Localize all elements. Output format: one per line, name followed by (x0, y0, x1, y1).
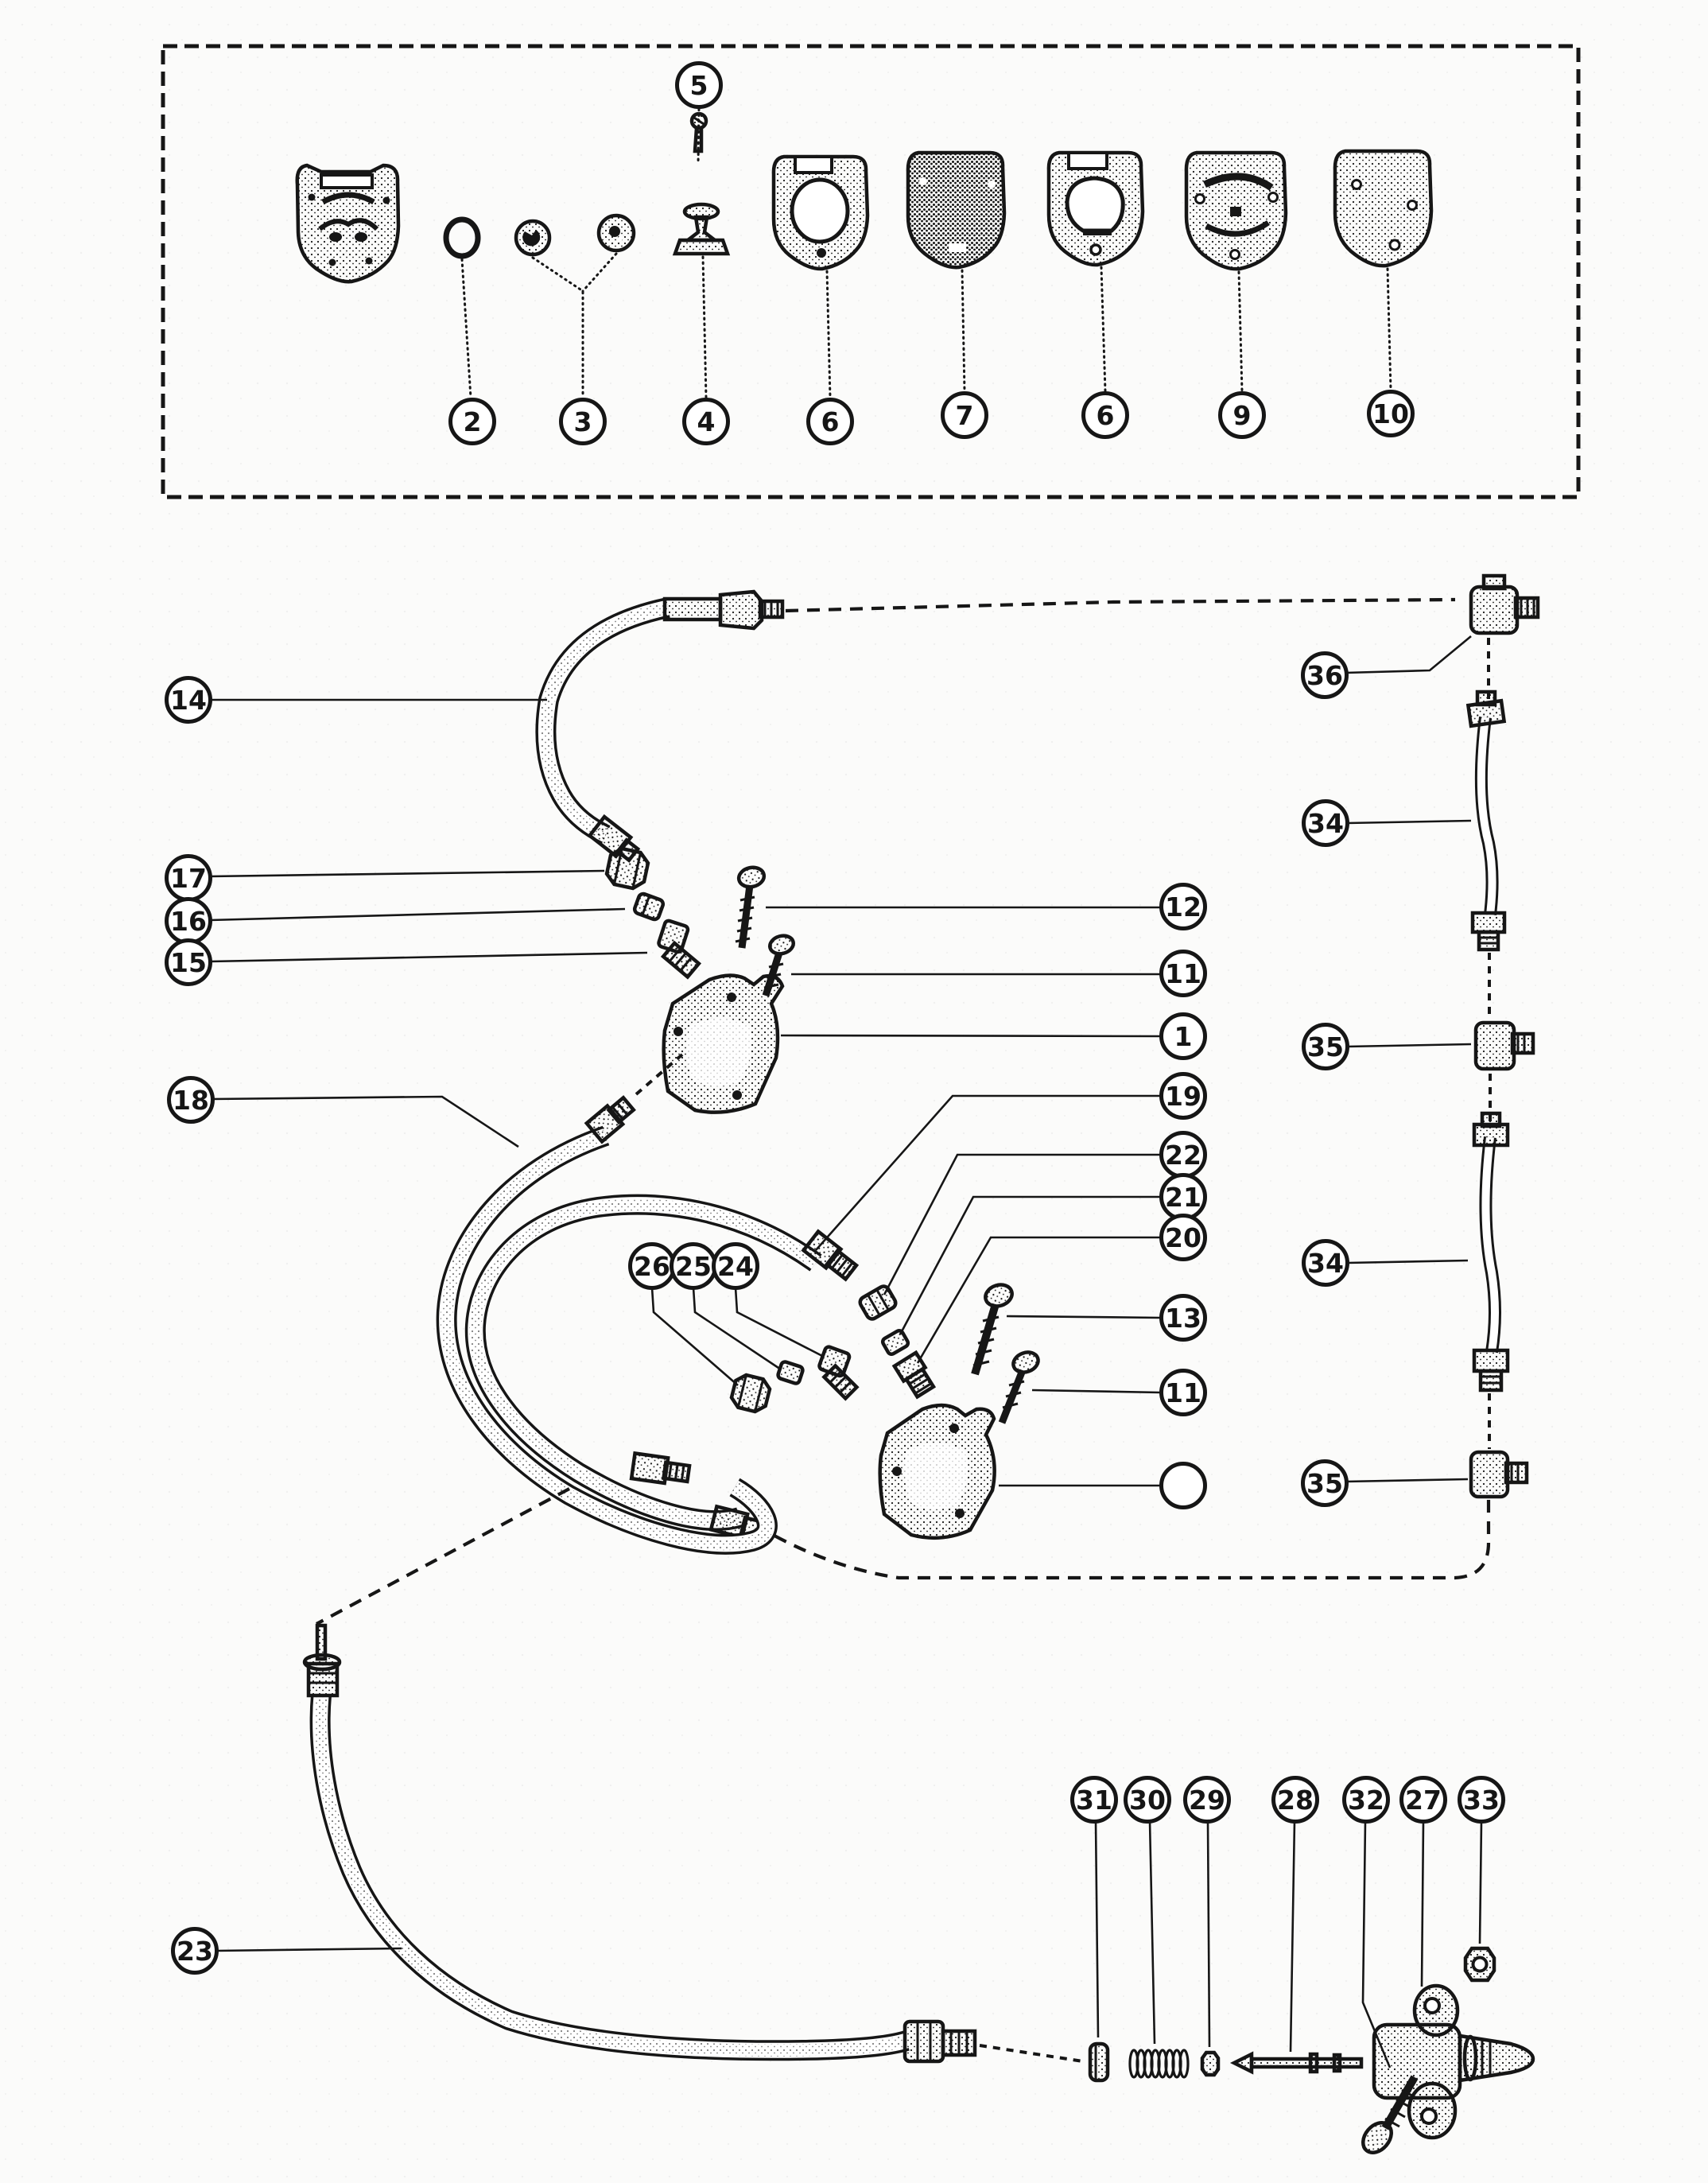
svg-text:20: 20 (1165, 1222, 1201, 1253)
callout-28 (1274, 1778, 1318, 1822)
svg-text:34: 34 (1307, 808, 1344, 839)
callout-30 (1126, 1778, 1170, 1822)
callout-2 (451, 400, 495, 444)
svg-text:33: 33 (1463, 1785, 1500, 1816)
hose-14-tube-end (665, 599, 720, 620)
check-plate-7-part (908, 153, 1004, 267)
callout-6a (809, 400, 852, 444)
nut-17-part (605, 847, 650, 891)
valve-disc-3b-part (599, 216, 634, 251)
svg-text:7: 7 (955, 400, 974, 431)
svg-text:6: 6 (821, 406, 840, 437)
valve-disc-3a-part (516, 221, 549, 254)
callout-33 (1460, 1778, 1504, 1822)
callout-7 (943, 394, 987, 437)
callout-6b (1084, 394, 1128, 437)
svg-text:26: 26 (634, 1251, 670, 1282)
callout-10 (1369, 392, 1413, 436)
svg-text:16: 16 (170, 906, 207, 937)
svg-text:3: 3 (573, 406, 592, 437)
line-34a-bottom-fitting (1473, 913, 1504, 950)
pump-cover-face-plate (297, 165, 398, 282)
svg-text:34: 34 (1307, 1248, 1344, 1279)
gasket-plate-6a-part (774, 157, 868, 269)
svg-text:17: 17 (170, 863, 207, 894)
svg-text:13: 13 (1165, 1303, 1201, 1334)
svg-text:2: 2 (463, 406, 482, 437)
svg-text:11: 11 (1165, 958, 1201, 989)
nut-33-part (1465, 1948, 1494, 1980)
svg-text:5: 5 (689, 70, 708, 101)
svg-text:15: 15 (170, 947, 207, 978)
svg-text:1: 1 (1174, 1021, 1193, 1052)
svg-text:10: 10 (1372, 398, 1409, 429)
svg-text:32: 32 (1348, 1785, 1384, 1816)
svg-text:27: 27 (1405, 1785, 1442, 1816)
hose-14-hex-fitting (720, 592, 762, 628)
callout-9 (1221, 394, 1264, 437)
svg-text:9: 9 (1232, 400, 1252, 431)
svg-text:22: 22 (1165, 1140, 1201, 1171)
svg-text:24: 24 (717, 1251, 754, 1282)
svg-text:18: 18 (173, 1085, 209, 1116)
diaphragm-plate-9-part (1186, 153, 1286, 269)
svg-text:14: 14 (170, 685, 207, 716)
spring-30-part (1130, 2050, 1188, 2077)
callout-4 (685, 400, 728, 444)
svg-text:6: 6 (1096, 400, 1115, 431)
callout-3 (561, 400, 605, 444)
svg-text:36: 36 (1306, 660, 1343, 691)
svg-text:25: 25 (675, 1251, 712, 1282)
svg-text:19: 19 (1165, 1081, 1201, 1112)
svg-text:4: 4 (697, 406, 716, 437)
svg-text:30: 30 (1129, 1785, 1166, 1816)
svg-text:12: 12 (1165, 891, 1201, 923)
callout-29 (1186, 1778, 1229, 1822)
svg-text:11: 11 (1165, 1377, 1201, 1408)
line-34b-bottom-fitting (1474, 1350, 1508, 1390)
svg-text:35: 35 (1307, 1031, 1344, 1062)
svg-text:23: 23 (177, 1936, 213, 1967)
svg-text:29: 29 (1189, 1785, 1225, 1816)
callout-5 (677, 64, 721, 107)
nut-29-part (1202, 2053, 1218, 2075)
svg-text:21: 21 (1165, 1182, 1201, 1213)
base-plate-10-part (1335, 151, 1431, 266)
callout-31 (1073, 1778, 1116, 1822)
callout-32 (1345, 1778, 1388, 1822)
callout-27 (1402, 1778, 1446, 1822)
plug-31-part (1090, 2044, 1108, 2080)
svg-text:35: 35 (1306, 1468, 1343, 1499)
svg-text:28: 28 (1277, 1785, 1314, 1816)
gasket-plate-6b-part (1049, 153, 1143, 265)
svg-text:31: 31 (1076, 1785, 1112, 1816)
fuel-pump-body-8 (880, 1405, 995, 1538)
